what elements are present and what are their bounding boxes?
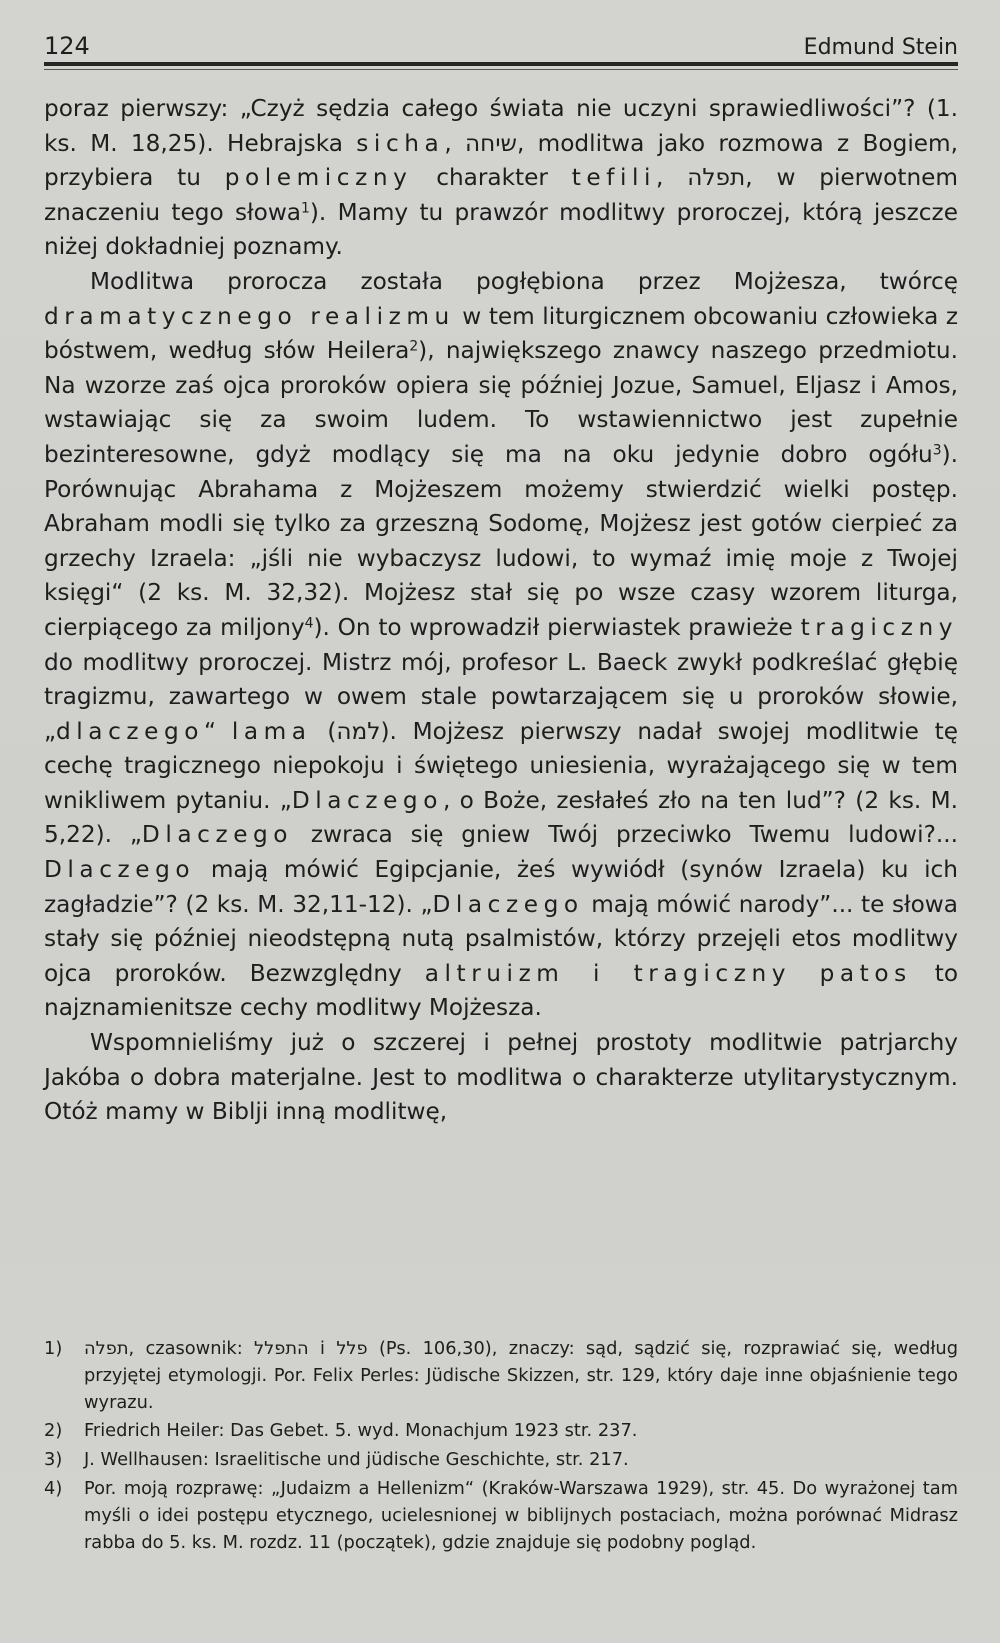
footnote-mark: 4) [44, 1477, 63, 1499]
page-header [44, 26, 958, 60]
page-number: 124 [44, 32, 90, 60]
footnotes [44, 1336, 958, 1558]
footnote-2 [44, 1418, 958, 1445]
footnote-mark: 1) [44, 1338, 63, 1359]
footnote-3 [44, 1447, 958, 1474]
footnote-1 [44, 1336, 958, 1416]
running-title: Edmund Stein [803, 35, 958, 60]
footnote-mark: 3) [44, 1449, 63, 1471]
footnote-text: Friedrich Heiler: Das Gebet. 5. wyd. Monachjum 1923 str. 237. [84, 1420, 638, 1442]
paragraph-3: Wspomnieliśmy już o szczerej i pełnej prostoty modlitwie patrjarchy Jakóba o dobra materjalne. Jest to modlitwa o charakterze utylitarystycznym. Otóż mamy w Biblji inną modlitwę, [44, 1029, 958, 1126]
footnote-4 [44, 1476, 958, 1556]
paragraph-2: Modlitwa prorocza została pogłębiona przez Mojżesza, twórcę dramatycznego realizmu w tem liturgicznem obcowaniu człowieka z bóstwem, według słów Heilera$^2$), największego znawcy naszego przedmiotu. Na wzorze zaś ojca proroków opiera się później Jozue, Samuel, Eljasz i Amos, wstawiając się za swoim ludem. To wstawiennictwo jest zupełnie bezinteresowne, gdyż modlący się ma na oku jedynie dobro ogółu$^3$). Porównując Abrahama z Mojżeszem możemy stwierdzić wielki postęp. Abraham modli się tylko za grzeszną Sodomę, Mojżesz jest gotów cierpieć za grzechy Izraela: „jśli nie wybaczysz ludowi, to wymaź imię moje z Twojej księgi“ (2 ks. M. 32,32). Mojżesz stał się po wsze czasy wzorem liturga, cierpiącego za miljony$^4$). On to wprowadził pierwiastek prawieże tragiczny do modlitwy proroczej. Mistrz mój, profesor L. Baeck zwykł podkreślać głębię tragizmu, zawartego w owem stale powtarzającem się u proroków słowie, „dlaczego“ lama (למה). Mojżesz pierwszy nadał swojej modlitwie tę cechę tragicznego niepokoju i świętego uniesienia, wyrażającego się w tem wnikliwem pytaniu. „Dlaczego, o Boże, zesłałeś zło na ten lud”? (2 ks. M. 5,22). „Dlaczego zwraca się gniew Twój przeciwko Twemu ludowi?... Dlaczego mają mówić Egipcjanie, żeś wywiódł (synów Izraela) ku ich zagładzie”? (2 ks. M. 32,11-12). „Dlaczego mają mówić narody”... te słowa stały się później nieodstępną nutą psalmistów, którzy przejęli etos modlitwy ojca proroków. Bezwzględny altruizm i tragiczny patos to najznamienitsze cechy modlitwy Mojżesza. [44, 267, 959, 1022]
main-text [44, 92, 958, 1130]
footnote-text: J. Wellhausen: Israelitische und jüdische Geschichte, str. 217. [84, 1449, 629, 1471]
footnote-mark: 2) [44, 1420, 63, 1442]
footnote-text: תפלה, czasownik: התפלל i פלל (Ps. 106,30), znaczy: sąd, sądzić się, rozprawiać się, według przyjętej etymologji. Por. Felix Perles: Jüdische Skizzen, str. 129, który daje inne objaśnienie tego wyrazu. [84, 1338, 958, 1413]
paragraph-1: poraz pierwszy: „Czyż sędzia całego świata nie uczyni sprawiedliwości”? (1. ks. M. 18,25). Hebrajska sicha, שיחה, modlitwa jako rozmowa z Bogiem, przybiera tu polemiczny charakter tefili, תפלה, w pierwotnem znaczeniu tego słowa$^1$). Mamy tu prawzór modlitwy proroczej, którą jeszcze niżej dokładniej poznamy. [44, 95, 958, 261]
footnote-ref-1: 1 [301, 200, 310, 217]
header-rule-thin [44, 69, 958, 70]
footnote-ref-4: 4 [304, 615, 314, 632]
footnote-ref-3: 3 [932, 442, 942, 459]
header-rule [44, 62, 958, 66]
footnote-ref-2: 2 [409, 338, 419, 355]
footnote-text: Por. moją rozprawę: „Judaizm a Hellenizm“ (Kraków-Warszawa 1929), str. 45. Do wyrażonej tam myśli o idei postępu etycznego, ucielesnionej w biblijnych postaciach, można porównać Midrasz rabba do 5. ks. M. rozdz. 11 (początek), gdzie znajduje się podobny pogląd. [84, 1477, 958, 1553]
